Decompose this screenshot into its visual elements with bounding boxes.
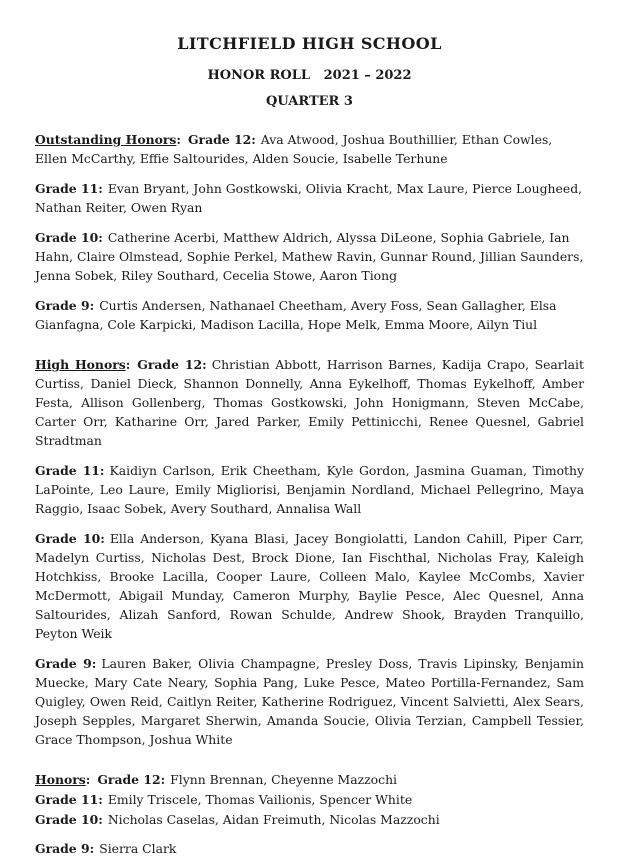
- honor-entry: [35, 179, 584, 217]
- honor-entry: [35, 839, 584, 858]
- section-honors: [35, 770, 584, 858]
- grade-label: Grade 12:: [137, 357, 207, 372]
- names-text: Lauren Baker, Olivia Champagne, Presley Doss, Travis Lipinsky, Benjamin Muecke, Mary Cate Neary, Sophia Pang, Luke Pesce, Mateo Portilla-Fernandez, Sam Quigley, Owen Reid, Caitlyn Reiter, Katherine Rodriguez, Vincent Salvietti, Alex Sears, Joseph Sepples, Margaret Sherwin, Amanda Soucie, Olivia Terzian, Campbell Tessier, Grace Thompson, Joshua White: [35, 656, 584, 747]
- honor-entry: [35, 461, 584, 518]
- names-text: Christian Abbott, Harrison Barnes, Kadija Crapo, Searlait Curtiss, Daniel Dieck, Shannon Donnelly, Anna Eykelhoff, Thomas Eykelhoff, Amber Festa, Allison Gollenberg, Thomas Gostkowski, John Honigmann, Steven McCabe, Carter Orr, Katharine Orr, Jared Parker, Emily Pettinicchi, Renee Quesnel, Gabriel Stradtman: [35, 357, 585, 448]
- section-high-honors: [35, 355, 584, 749]
- section-heading-colon: :: [125, 357, 131, 372]
- names-text: Nicholas Caselas, Aidan Freimuth, Nicolas Mazzochi: [107, 812, 440, 827]
- honor-entry: [35, 130, 584, 168]
- honor-entry: [35, 228, 584, 285]
- section-outstanding-honors: [35, 130, 584, 334]
- honor-entry: [35, 355, 584, 450]
- grade-label: Grade 10:: [35, 812, 103, 827]
- names-text: Curtis Andersen, Nathanael Cheetham, Avery Foss, Sean Gallagher, Elsa Gianfagna, Cole Karpicki, Madison Lacilla, Hope Melk, Emma Moore, Ailyn Tiul: [35, 298, 557, 332]
- section-heading: Outstanding Honors: [35, 132, 177, 147]
- names-text: Flynn Brennan, Cheyenne Mazzochi: [170, 772, 398, 787]
- names-text: Sierra Clark: [99, 841, 177, 856]
- names-text: Ella Anderson, Kyana Blasi, Jacey Bongiolatti, Landon Cahill, Piper Carr, Madelyn Curtiss, Nicholas Dest, Brock Dione, Ian Fischthal, Nicholas Fray, Kaleigh Hotchkiss, Brooke Lacilla, Cooper Laure, Colleen Malo, Kaylee McCombs, Xavier McDermott, Abigail Munday, Cameron Murphy, Baylie Pesce, Alec Quesnel, Anna Saltourides, Alizah Sanford, Rowan Schulde, Andrew Shook, Brayden Tranquillo, Peyton Weik: [35, 531, 584, 641]
- document-header: [35, 34, 584, 109]
- grade-label: Grade 12:: [97, 772, 166, 787]
- grade-label: Grade 12:: [187, 132, 256, 147]
- names-text: Emily Triscele, Thomas Vailionis, Spencer White: [107, 792, 413, 807]
- names-text: Kaidiyn Carlson, Erik Cheetham, Kyle Gordon, Jasmina Guaman, Timothy LaPointe, Leo Laure, Emily Migliorisi, Benjamin Nordland, Michael Pellegrino, Maya Raggio, Isaac Sobek, Avery Southard, Annalisa Wall: [35, 463, 584, 516]
- grade-label: Grade 11:: [35, 463, 105, 478]
- honor-roll-subtitle: HONOR ROLL 2021 – 2022: [207, 68, 412, 83]
- grade-label: Grade 11:: [35, 181, 103, 196]
- honor-entry: [35, 654, 584, 749]
- grade-label: Grade 9:: [35, 841, 95, 856]
- school-title: LITCHFIELD HIGH SCHOOL: [177, 34, 442, 53]
- grade-label: Grade 11:: [35, 792, 103, 807]
- honor-entry: [35, 296, 584, 334]
- section-heading: Honors: [35, 772, 86, 787]
- grade-label: Grade 10:: [35, 230, 103, 245]
- grade-label: Grade 10:: [35, 531, 105, 546]
- section-heading-colon: :: [176, 132, 181, 147]
- section-heading-colon: :: [85, 772, 91, 787]
- section-heading: High Honors: [35, 357, 126, 372]
- honor-entry: [35, 770, 584, 789]
- honor-entry: [35, 529, 584, 643]
- honor-entry: [35, 810, 584, 829]
- grade-label: Grade 9:: [35, 656, 97, 671]
- names-text: Evan Bryant, John Gostkowski, Olivia Kracht, Max Laure, Pierce Lougheed, Nathan Reiter, Owen Ryan: [35, 181, 583, 215]
- names-text: Ava Atwood, Joshua Bouthillier, Ethan Cowles, Ellen McCarthy, Effie Saltourides, Alden Soucie, Isabelle Terhune: [35, 132, 553, 166]
- grade-label: Grade 9:: [35, 298, 95, 313]
- names-text: Catherine Acerbi, Matthew Aldrich, Alyssa DiLeone, Sophia Gabriele, Ian Hahn, Claire Olmstead, Sophie Perkel, Mathew Ravin, Gunnar Round, Jillian Saunders, Jenna Sobek, Riley Southard, Cecelia Stowe, Aaron Tiong: [35, 230, 584, 283]
- quarter-label: QUARTER 3: [266, 94, 353, 109]
